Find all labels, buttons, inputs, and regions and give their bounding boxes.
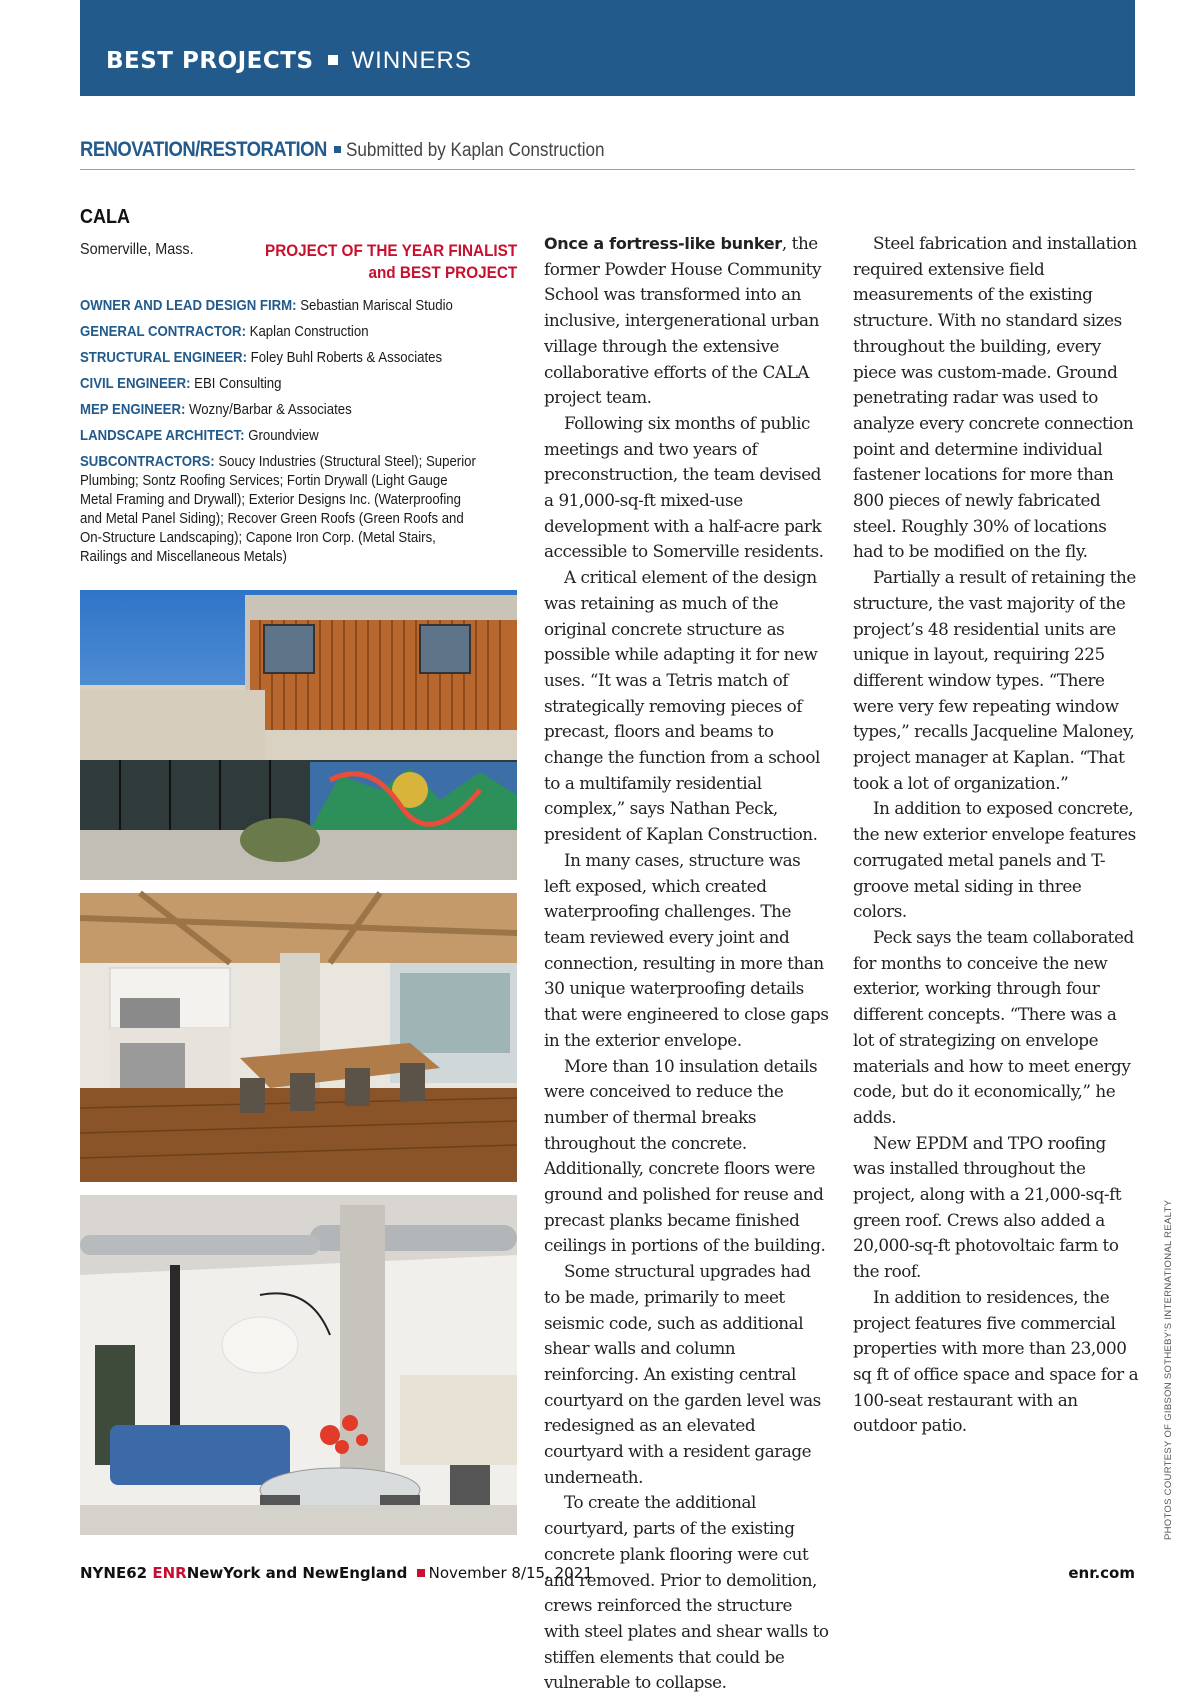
article-text: , the former Powder House Community School was transformed into an inclusive, intergenerational urban village through the extensive collaborative efforts of the CALA project team. [544,233,821,408]
article-paragraph: To create the additional courtyard, parts of the existing concrete plank flooring were cut and removed. Prior to demolition, crews reinforced the structure with steel plates and shear walls to stiffen elements that could be vulnerable to collapse. [544,1492,829,1693]
article-column-2 [853,231,1139,1439]
article-paragraph: In addition to residences, the project features five commercial properties with more than 23,000 sq ft of office space and space for a 100-seat restaurant with an outdoor patio. [853,1286,1139,1436]
kitchen-photo [80,893,517,1182]
credit-value: Kaplan Construction [249,323,369,340]
article-paragraph: More than 10 insulation details were conceived to reduce the number of thermal breaks throughout the concrete. Additionally, concrete floors were ground and polished for reuse and precast planks became finished ceilings in portions of the building. [544,1055,826,1256]
award-label [265,240,517,284]
header-banner [80,0,1135,96]
article-paragraph: New EPDM and TPO roofing was installed throughout the project, along with a 21,000-sq-ft green roof. Crews also added a 20,000-sq-ft photovoltaic farm to the roof. [853,1132,1122,1282]
article-paragraph: Following six months of public meetings and two years of preconstruction, the team devised a 91,000-sq-ft mixed-use development with a half-acre park accessible to Somerville residents. [544,412,824,562]
banner-square-icon [328,55,338,65]
article-paragraph: Steel fabrication and installation required extensive field measurements of the existing structure. With no standard sizes throughout the building, every piece was custom-made. Ground penetrating radar was used to analyze every concrete connection point and determine individual fastener locations for more than 800 pieces of newly fabricated steel. Roughly 30% of locations had to be modified on the fly. [853,233,1137,562]
brand-name: ENR [152,1564,187,1582]
edition-name: NewYork and NewEngland [186,1564,408,1582]
banner-sub: WINNERS [351,47,472,74]
banner-text [106,47,472,75]
credit-gc [80,322,478,341]
award-line-1: PROJECT OF THE YEAR FINALIST [264,241,517,260]
article-lead: Once a fortress-like bunker [544,234,782,253]
credit-civil [80,374,478,393]
issue-date: November 8/15, 2021 [428,1564,593,1582]
credit-landscape [80,426,478,445]
article-paragraph: Partially a result of retaining the structure, the vast majority of the project’s 48 residential units are unique in layout, requiring 225 different window types. “There were very few repeating window types,” recalls Jacqueline Maloney, project manager at Kaplan. “That took a lot of organization.” [853,567,1136,793]
credit-value: Groundview [248,427,319,444]
credit-value: Soucy Industries (Structural Steel); Superior Plumbing; Sontz Roofing Services; Fortin Drywall (Light Gauge Metal Framing and Drywall); Exterior Designs Inc. (Waterproofing and Metal Panel Siding); Recover Green Roofs (Green Roofs and On-Structure Landscaping); Capone Iron Corp. (Metal Stairs, Railings and Miscellaneous Metals) [80,453,476,565]
credit-label: OWNER AND LEAD DESIGN FIRM: [80,297,297,314]
article-paragraph: A critical element of the design was retaining as much of the original concrete structure as possible while adapting it for new uses. “It was a Tetris match of strategically removing pieces of precast, floors and beams to change the function from a school to a multifamily residential complex,” says Nathan Peck, president of Kaplan Construction. [544,567,820,845]
site-link[interactable]: enr.com [1068,1564,1135,1582]
exterior-photo [80,590,517,880]
article-paragraph [544,231,830,411]
project-name: CALA [80,206,130,228]
credit-label: CIVIL ENGINEER: [80,375,191,392]
credit-label: MEP ENGINEER: [80,401,186,418]
category-submitted: Submitted by Kaplan Construction [346,140,605,161]
article-paragraph: Peck says the team collaborated for months to conceive the new exterior, working through four different concepts. “There was a lot of strategizing on envelope materials and how to meet energy code, but do it economically,” he adds. [853,926,1134,1127]
credit-label: GENERAL CONTRACTOR: [80,323,246,340]
credit-value: Wozny/Barbar & Associates [189,401,352,418]
page-footer [80,1564,1135,1584]
article-column-1 [544,231,830,1696]
credit-mep [80,400,478,419]
article-paragraph: In addition to exposed concrete, the new exterior envelope features corrugated metal panels and T-groove metal siding in three colors. [853,798,1136,922]
project-location: Somerville, Mass. [80,241,194,258]
photo-credit: PHOTOS COURTESY OF GIBSON SOTHEBY’S INTERNATIONAL REALTY [1163,1199,1174,1540]
credit-value: EBI Consulting [194,375,282,392]
category-heading [80,138,1135,170]
credit-value: Sebastian Mariscal Studio [300,297,453,314]
kitchen-illustration [80,893,517,1182]
exterior-illustration [80,590,517,880]
living-room-photo [80,1195,517,1535]
credit-value: Foley Buhl Roberts & Associates [250,349,443,366]
footer-square-icon [417,1569,425,1577]
credit-subcontractors [80,452,478,566]
category-title: RENOVATION/RESTORATION [80,138,327,161]
credit-structural [80,348,478,367]
living-room-illustration [80,1195,517,1535]
credit-label: STRUCTURAL ENGINEER: [80,349,247,366]
article-paragraph: Some structural upgrades had to be made, primarily to meet seismic code, such as additional shear walls and column reinforcing. An existing central courtyard on the garden level was redesigned as an elevated courtyard with a resident garage underneath. [544,1261,821,1487]
award-line-2: and BEST PROJECT [368,263,517,282]
category-square-icon [334,146,341,153]
page-number: NYNE62 [80,1564,148,1582]
banner-section: BEST PROJECTS [106,48,314,74]
credit-owner [80,296,478,315]
project-credits [80,296,478,573]
article-paragraph: In many cases, structure was left exposed, which created waterproofing challenges. The team reviewed every joint and connection, resulting in more than 30 unique waterproofing details that were engineered to close gaps in the exterior envelope. [544,849,829,1050]
credit-label: LANDSCAPE ARCHITECT: [80,427,245,444]
credit-label: SUBCONTRACTORS: [80,453,215,470]
